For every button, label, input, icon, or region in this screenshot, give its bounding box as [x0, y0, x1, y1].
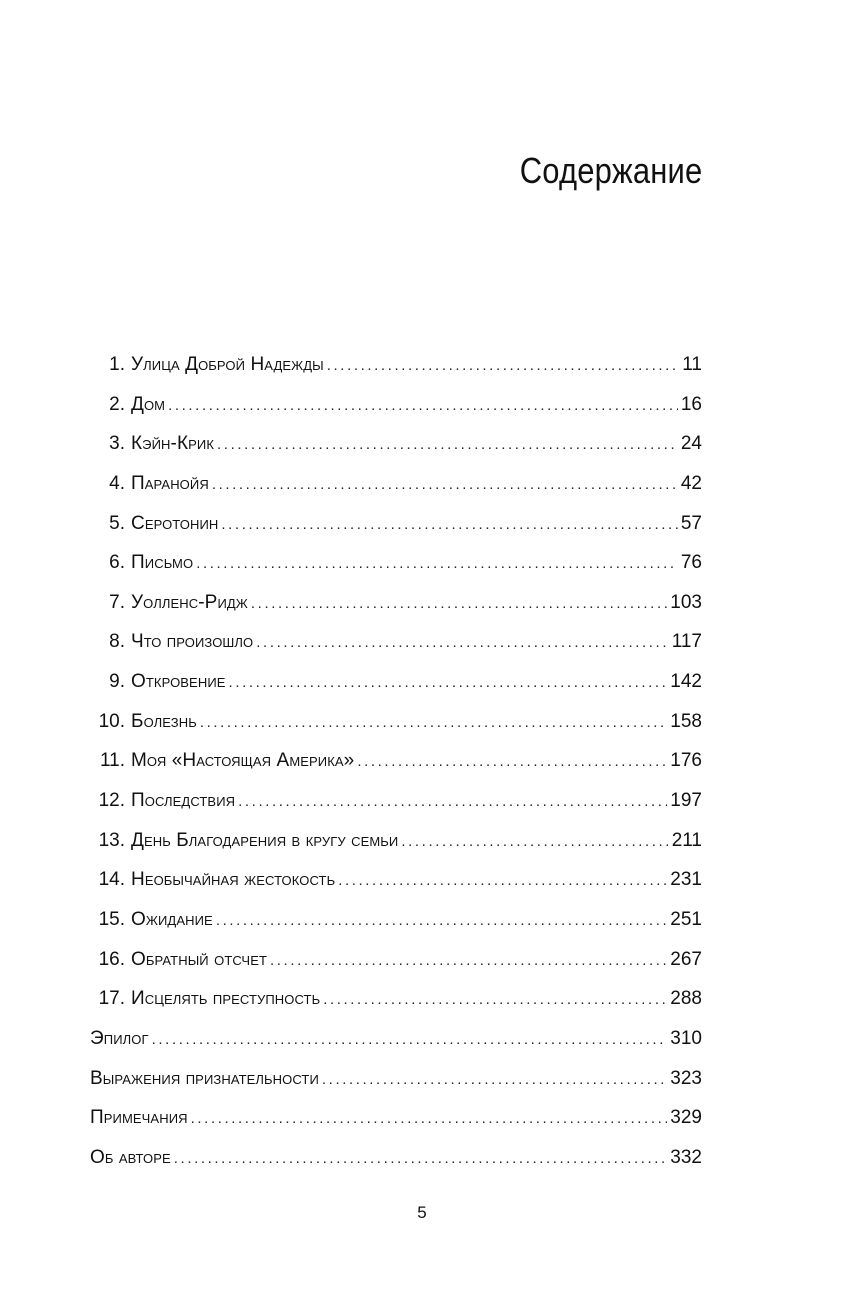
entry-page: 323 [670, 1067, 702, 1089]
entry-page: 42 [680, 472, 702, 494]
entry-number: 6. [109, 552, 125, 574]
dot-leader [323, 980, 667, 1020]
dot-leader [256, 623, 668, 663]
entry-page: 310 [670, 1027, 702, 1049]
entry-number: 1. [109, 354, 125, 375]
dot-leader [238, 782, 667, 822]
entry-number: 11. [99, 750, 125, 772]
entry-title: Об авторе [90, 1146, 171, 1168]
entry-title: Письмо [131, 552, 194, 574]
toc-entry[interactable] [90, 781, 702, 821]
entry-page: 329 [670, 1107, 702, 1129]
dot-leader [229, 663, 668, 703]
entry-page: 16 [680, 393, 702, 415]
entry-number: 12. [98, 790, 125, 812]
entry-number: 9. [109, 671, 125, 693]
entry-page: 117 [671, 631, 702, 653]
table-of-contents [90, 345, 702, 1177]
toc-entry[interactable] [90, 940, 702, 980]
toc-entry[interactable] [90, 424, 702, 464]
toc-entry[interactable] [90, 1019, 702, 1059]
dot-leader [338, 861, 667, 901]
entry-page: 211 [671, 829, 702, 851]
toc-entry[interactable] [90, 385, 702, 425]
entry-page: 197 [670, 790, 702, 812]
dot-leader [191, 1099, 668, 1139]
entry-page: 251 [670, 908, 702, 930]
dot-leader [168, 386, 678, 426]
entry-page: 158 [670, 710, 702, 732]
entry-number: 13. [98, 829, 125, 851]
entry-number: 10. [98, 710, 125, 732]
toc-entry[interactable] [90, 543, 702, 583]
dot-leader [200, 703, 667, 743]
toc-entry[interactable] [90, 741, 702, 781]
entry-number: 4. [109, 472, 125, 494]
entry-number: 3. [109, 433, 125, 455]
toc-entry[interactable] [90, 821, 702, 861]
dot-leader [174, 1139, 668, 1179]
toc-entry[interactable] [90, 464, 702, 504]
entry-title: Откровение [131, 671, 226, 693]
toc-entry[interactable] [90, 662, 702, 702]
entry-number: 5. [109, 512, 125, 534]
entry-page: 231 [670, 869, 702, 891]
entry-title: Болезнь [131, 710, 197, 732]
toc-entry[interactable] [90, 345, 702, 385]
entry-page: 176 [670, 750, 702, 772]
entry-page: 288 [670, 988, 702, 1010]
toc-entry[interactable] [90, 979, 702, 1019]
dot-leader [251, 584, 667, 624]
entry-title: Улица Доброй Надежды [131, 354, 324, 375]
entry-page: 11 [682, 354, 702, 375]
dot-leader [270, 941, 667, 981]
entry-number: 8. [109, 631, 125, 653]
entry-page: 24 [680, 433, 702, 455]
page-number: 5 [417, 1203, 427, 1222]
dot-leader [212, 465, 678, 505]
entry-title: Кэйн-Крик [131, 433, 215, 455]
entry-page: 267 [670, 948, 702, 970]
entry-title: Необычайная жестокость [131, 869, 336, 891]
entry-title: Примечания [90, 1107, 188, 1129]
dot-leader [357, 742, 667, 782]
entry-page: 142 [670, 671, 702, 693]
entry-title: Что произошло [131, 631, 254, 653]
toc-entry[interactable] [90, 1138, 702, 1178]
dot-leader [196, 544, 678, 584]
dot-leader [217, 425, 678, 465]
dot-leader [401, 822, 668, 862]
dot-leader [152, 1020, 668, 1060]
entry-title: Серотонин [131, 512, 219, 534]
toc-entry[interactable] [90, 702, 702, 742]
entry-number: 7. [109, 591, 125, 613]
dot-leader [327, 346, 680, 386]
entry-page: 332 [670, 1146, 702, 1168]
entry-number: 17. [98, 988, 125, 1010]
dot-leader [221, 505, 677, 545]
entry-number: 2. [109, 393, 125, 415]
entry-page: 103 [670, 591, 702, 613]
toc-entry[interactable] [90, 860, 702, 900]
dot-leader [216, 901, 667, 941]
entry-title: Ожидание [131, 908, 213, 930]
toc-entry[interactable] [90, 583, 702, 623]
entry-number: 14. [98, 869, 125, 891]
entry-title: Паранойя [131, 472, 209, 494]
toc-entry[interactable] [90, 622, 702, 662]
entry-title: Дом [131, 393, 166, 415]
entry-title: Выражения признательности [90, 1067, 319, 1089]
entry-number: 16. [98, 948, 125, 970]
entry-title: Исцелять преступность [131, 988, 321, 1010]
dot-leader [322, 1060, 667, 1100]
page-title: Содержание [519, 150, 702, 191]
entry-page: 76 [680, 552, 702, 574]
entry-title: Обратный отсчет [131, 948, 268, 970]
entry-number: 15. [98, 908, 125, 930]
entry-title: День Благодарения в кругу семьи [131, 829, 399, 851]
toc-entry[interactable] [90, 504, 702, 544]
entry-title: Последствия [131, 790, 236, 812]
entry-title: Эпилог [90, 1027, 149, 1049]
toc-entry[interactable] [90, 1059, 702, 1099]
entry-title: Уолленс-Ридж [131, 591, 248, 613]
toc-entry[interactable] [90, 900, 702, 940]
entry-page: 57 [680, 512, 702, 534]
toc-entry[interactable] [90, 1098, 702, 1138]
entry-title: Моя «Настоящая Америка» [131, 750, 355, 772]
